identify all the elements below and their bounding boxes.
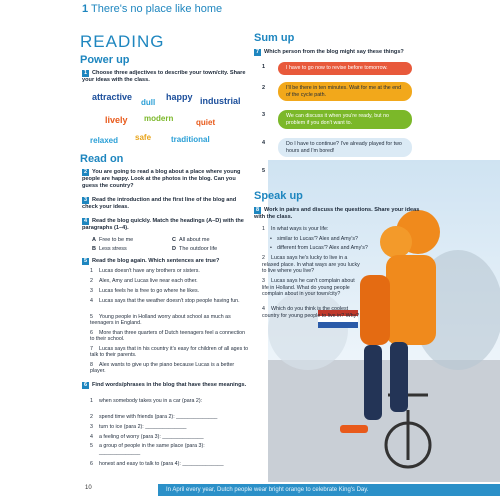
exercise-number: 8 [255, 207, 260, 213]
exercise-text: Find words/phrases in the blog that have these meanings. [92, 382, 247, 388]
exercise-number: 2 [83, 169, 88, 175]
bubble-number: 3 [262, 112, 266, 118]
meaning-item: 5 a group of people in the same place (para 3): [90, 443, 205, 449]
exercise-text: Which person from the blog might say these things? [264, 49, 404, 55]
statement-item: 3 Lucas feels he is free to go where he likes. [90, 288, 200, 294]
speech-bubble: I have to go now to revise before tomorrow. [278, 62, 412, 75]
photo-caption: In April every year, Dutch people wear bright orange to celebrate King's Day. [158, 484, 500, 496]
adjective: happy [166, 92, 193, 102]
statement-item: 4 Lucas says that the weather doesn't stop people having fun. [90, 298, 240, 304]
exercise-text: Work in pairs and discuss the questions. Share your ideas with the class. [254, 207, 420, 220]
statement-item: 2 Alex, Amy and Lucas live near each other. [90, 278, 198, 284]
exercise-7 [254, 49, 424, 56]
exercise-text: You are going to read a blog about a place where young people are happy. Look at the photos in the blog. Can you guess the country? [82, 169, 241, 189]
exercise-number: 3 [83, 197, 88, 203]
adjective: attractive [92, 92, 133, 102]
exercise-text: Read the blog quickly. Match the headings (A–D) with the paragraphs (1–4). [82, 218, 244, 231]
speech-bubble: Do I have to continue? I've already played for two hours and I'm bored! [278, 138, 412, 157]
statement-item: 8 Alex wants to give up the piano because Lucas is a better player. [90, 362, 235, 375]
discussion-item: • different from Lucas'? Alex and Amy's? [270, 245, 368, 251]
adjective: traditional [171, 135, 210, 144]
bubble-number: 4 [262, 140, 266, 146]
discussion-item: 3 Lucas says he can't complain about life in Holland. What do young people complain about in your town/city? [262, 278, 355, 297]
exercise-text: Read the blog again. Which sentences are true? [92, 258, 220, 264]
unit-title [82, 3, 222, 15]
exercise-3 [82, 197, 252, 211]
discussion-item: 2 Lucas says he's lucky to live in a relaxed place. In what ways are you lucky to live where you live? [262, 255, 360, 274]
bubble-number: 1 [262, 64, 266, 70]
heading-option: B Less stress [92, 246, 127, 252]
adjective: dull [141, 98, 156, 107]
sum-up-heading: Sum up [254, 32, 295, 44]
exercise-2 [82, 169, 252, 190]
exercise-number: 6 [83, 382, 88, 388]
adjective: relaxed [90, 136, 119, 145]
statement-item: 5 Young people in Holland worry about school as much as teenagers in England. [90, 314, 231, 327]
adjective: safe [135, 133, 152, 142]
exercise-number: 1 [83, 70, 88, 76]
adjective: lively [105, 115, 128, 125]
adjective: modern [144, 114, 174, 123]
adjective: quiet [196, 118, 216, 127]
meaning-item: ______________ [99, 450, 141, 456]
power-up-heading: Power up [80, 54, 130, 66]
speech-bubble: We can discuss it when you're ready, but no problem if you don't want to. [278, 110, 412, 129]
exercise-8 [254, 207, 424, 221]
exercise-1 [82, 70, 247, 84]
statement-item: 7 Lucas says that in his country it's easy for children of all ages to talk to their parents. [90, 346, 249, 359]
bubble-number: 2 [262, 85, 266, 91]
bubble-number: 5 [262, 168, 266, 174]
statement-item: 1 Lucas doesn't have any brothers or sisters. [90, 268, 200, 274]
exercise-number: 7 [255, 49, 260, 55]
exercise-4 [82, 218, 252, 232]
heading-option: A Free to be me [92, 237, 134, 243]
reading-title: READING [80, 32, 165, 51]
discussion-item: • similar to Lucas'? Alex and Amy's? [270, 236, 358, 242]
meaning-item: 6 honest and easy to talk to (para 4): ______________ [90, 461, 224, 467]
meaning-item: 4 a feeling of worry (para 3): ______________ [90, 434, 204, 440]
unit-number: 1 [82, 3, 89, 15]
discussion-item: 4 Which do you think is the coolest country for young people to live in? Why? [262, 306, 360, 319]
exercise-number: 5 [83, 258, 88, 264]
meaning-item: 1 when somebody takes you in a car (para 2): [90, 398, 203, 404]
meaning-item: 3 turn to ice (para 2): ______________ [90, 424, 187, 430]
heading-option: C All about me [172, 237, 210, 243]
meaning-item: 2 spend time with friends (para 2): ______________ [90, 414, 218, 420]
exercise-number: 4 [83, 218, 88, 224]
page-number: 10 [85, 485, 92, 491]
adjective: industrial [200, 96, 241, 106]
exercise-text: Choose three adjectives to describe your town/city. Share your ideas with the class. [82, 70, 246, 83]
discussion-item: 1 In what ways is your life: [262, 226, 329, 232]
exercise-5 [82, 258, 252, 265]
exercise-6 [82, 382, 252, 389]
read-on-heading: Read on [80, 153, 124, 165]
unit-name: There's no place like home [90, 3, 223, 15]
speak-up-heading: Speak up [254, 190, 303, 202]
speech-bubble: I'll be there in ten minutes. Wait for me at the end of the cycle path. [278, 82, 412, 101]
statement-item: 6 More than three quarters of Dutch teenagers feel a connection to their school. [90, 330, 246, 343]
exercise-text: Read the introduction and the first line of the blog and check your ideas. [82, 197, 237, 210]
heading-option: D The outdoor life [172, 246, 218, 252]
